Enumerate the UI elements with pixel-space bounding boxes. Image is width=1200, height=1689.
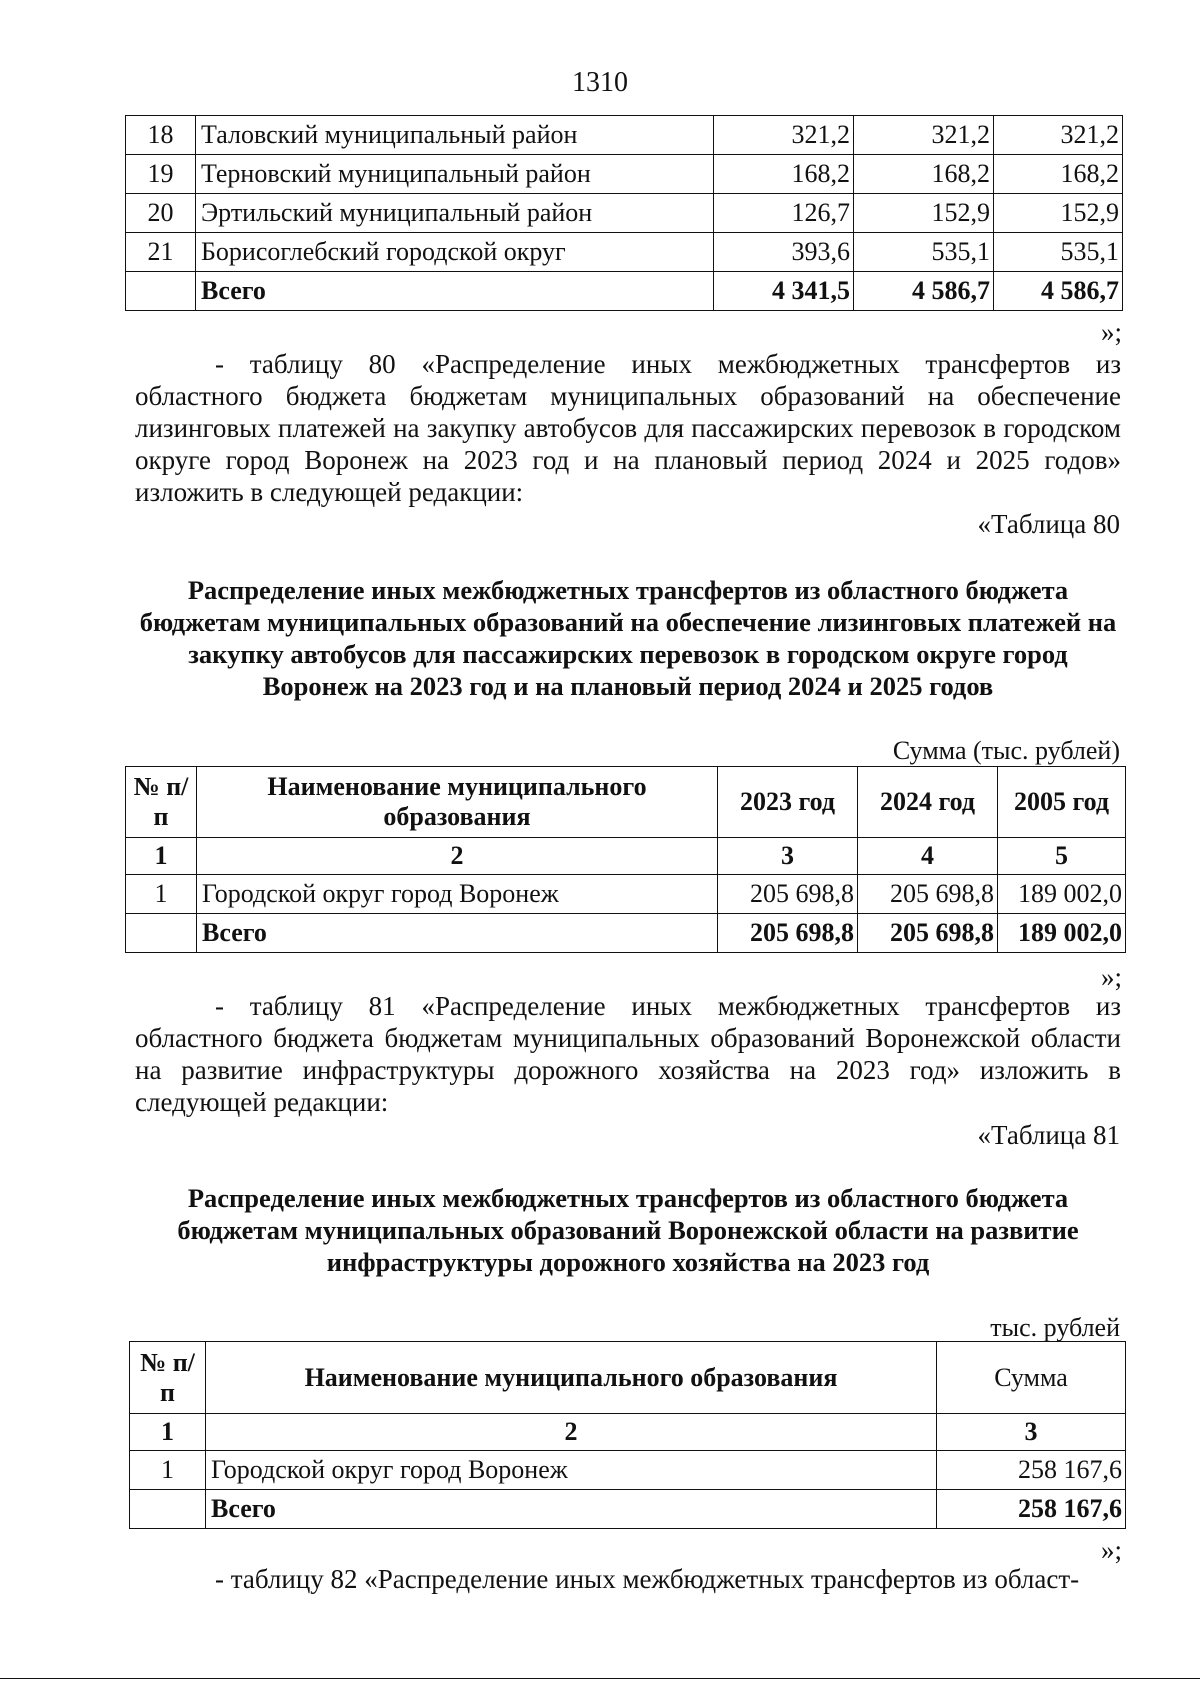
column-index: 1 [130,1414,206,1451]
header-2005: 2005 год [998,767,1126,838]
table-80-heading: Распределение иных межбюджетных трансфертов из областного бюджета бюджетам муниципальных образований на обеспечение лизинговых платежей на закупку автобусов для пассажирских перевозок в городском округе город Воронеж на 2023 год и на плановый период 2024 и 2025 годов [139,575,1117,701]
table-row [130,1451,1126,1490]
value-2025: 321,2 [994,116,1123,155]
column-index: 3 [937,1414,1126,1451]
value-2005: 189 002,0 [998,875,1126,914]
continued-table [125,115,1123,311]
header-name: Наименование муниципального образования [206,1342,937,1414]
table-81-heading: Распределение иных межбюджетных трансфертов из областного бюджета бюджетам муниципальных образований Воронежской области на развитие инфраструктуры дорожного хозяйства на 2023 год [177,1183,1079,1277]
header-number: № п/п [126,767,197,838]
value-2024: 168,2 [854,155,994,194]
total-row [130,1490,1126,1529]
total-label: Всего [196,272,714,311]
value-2024: 152,9 [854,194,994,233]
total-label: Всего [206,1490,937,1529]
value-sum: 258 167,6 [937,1451,1126,1490]
value-2023: 168,2 [714,155,854,194]
table-81-units: тыс. рублей [990,1313,1120,1342]
total-row [126,914,1126,953]
total-2025: 4 586,7 [994,272,1123,311]
municipality-name: Таловский муниципальный район [196,116,714,155]
column-index: 3 [718,838,858,875]
header-2023: 2023 год [718,767,858,838]
value-2023: 393,6 [714,233,854,272]
total-2023: 4 341,5 [714,272,854,311]
total-2023: 205 698,8 [718,914,858,953]
total-2024: 4 586,7 [854,272,994,311]
total-row [126,272,1123,311]
empty-cell [126,272,196,311]
value-2025: 168,2 [994,155,1123,194]
value-2023: 126,7 [714,194,854,233]
table-row [126,155,1123,194]
total-2005: 189 002,0 [998,914,1126,953]
value-2024: 321,2 [854,116,994,155]
municipality-name: Борисоглебский городской округ [196,233,714,272]
row-number: 1 [130,1451,206,1490]
table-header-row [130,1342,1126,1414]
value-2024: 205 698,8 [858,875,998,914]
table-81-reference: «Таблица 81 [977,1120,1120,1150]
column-index: 2 [206,1414,937,1451]
total-sum: 258 167,6 [937,1490,1126,1529]
municipality-name: Эртильский муниципальный район [196,194,714,233]
column-index-row [130,1414,1126,1451]
header-name: Наименование муниципального образования [197,767,718,838]
table-80-units: Сумма (тыс. рублей) [892,736,1120,765]
row-number: 18 [126,116,196,155]
table-header-row [126,767,1126,838]
header-number: № п/п [130,1342,206,1414]
table-80 [125,766,1126,953]
table-row [126,116,1123,155]
paragraph-table-80: - таблицу 80 «Распределение иных межбюджетных трансфертов из областного бюджета бюджетам муниципальных образований на обеспечение лизинговых платежей на закупку автобусов для пассажирских перевозок в городском округе город Воронеж на 2023 год и на плановый период 2024 и 2025 годов» изложить в следующей редакции: [135,349,1121,507]
column-index-row [126,838,1126,875]
closing-quote: »; [1100,317,1122,347]
column-index: 1 [126,838,197,875]
value-2023: 205 698,8 [718,875,858,914]
column-index: 2 [197,838,718,875]
table-80-reference: «Таблица 80 [977,509,1120,539]
value-2024: 535,1 [854,233,994,272]
column-index: 5 [998,838,1126,875]
header-sum: Сумма [937,1342,1126,1414]
value-2025: 152,9 [994,194,1123,233]
value-2025: 535,1 [994,233,1123,272]
municipality-name: Городской округ город Воронеж [197,875,718,914]
header-2024: 2024 год [858,767,998,838]
row-number: 19 [126,155,196,194]
total-2024: 205 698,8 [858,914,998,953]
row-number: 20 [126,194,196,233]
row-number: 1 [126,875,197,914]
table-row [126,875,1126,914]
table-81 [129,1341,1126,1529]
municipality-name: Терновский муниципальный район [196,155,714,194]
footer-rule [0,1678,1200,1679]
closing-quote: »; [1100,962,1122,992]
total-label: Всего [197,914,718,953]
page-number: 1310 [572,67,628,98]
empty-cell [126,914,197,953]
paragraph-table-81: - таблицу 81 «Распределение иных межбюджетных трансфертов из областного бюджета бюджетам муниципальных образований Воронежской области на развитие инфраструктуры дорожного хозяйства на 2023 год» изложить в следующей редакции: [135,991,1121,1117]
table-row [126,194,1123,233]
column-index: 4 [858,838,998,875]
closing-quote: »; [1100,1535,1122,1565]
municipality-name: Городской округ город Воронеж [206,1451,937,1490]
table-row [126,233,1123,272]
paragraph-table-82: - таблицу 82 «Распределение иных межбюджетных трансфертов из област- [215,1564,1080,1594]
empty-cell [130,1490,206,1529]
row-number: 21 [126,233,196,272]
value-2023: 321,2 [714,116,854,155]
